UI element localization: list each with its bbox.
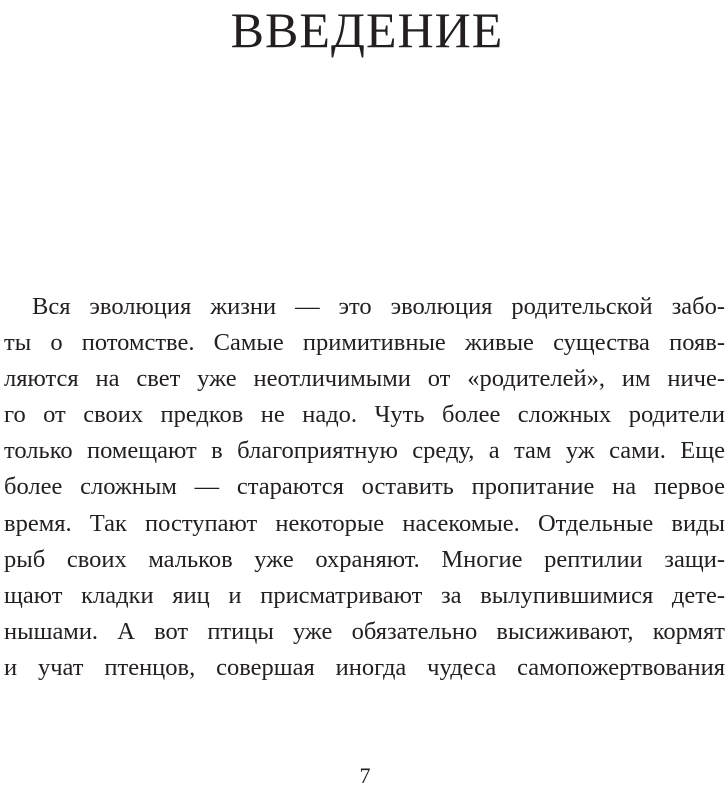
chapter-title: ВВЕДЕНИЕ (230, 2, 504, 58)
text-line: время. Так поступают некоторые насекомые. Отдельные виды (4, 509, 725, 537)
text-line: го от своих предков не надо. Чуть более сложных родители (4, 401, 725, 429)
text-line: более сложным — стараются оставить пропитание на первое (4, 473, 725, 501)
text-line: нышами. А вот птицы уже обязательно высиживают, кормят (4, 617, 725, 645)
body-paragraph (4, 289, 725, 686)
text-line: рыб своих мальков уже охраняют. Многие рептилии защи- (4, 545, 725, 573)
text-line: щают кладки яиц и присматривают за вылупившимися дете- (4, 581, 725, 609)
text-line: и учат птенцов, совершая иногда чудеса самопожертвования (4, 653, 725, 681)
text-line: ляются на свет уже неотличимыми от «родителей», им ниче- (4, 365, 725, 393)
text-line: ты о потомстве. Самые примитивные живые существа появ- (4, 329, 725, 357)
page-number: 7 (359, 763, 371, 788)
text-line: Вся эволюция жизни — это эволюция родительской забо- (32, 293, 725, 320)
text-line: только помещают в благоприятную среду, а там уж сами. Еще (4, 437, 725, 465)
